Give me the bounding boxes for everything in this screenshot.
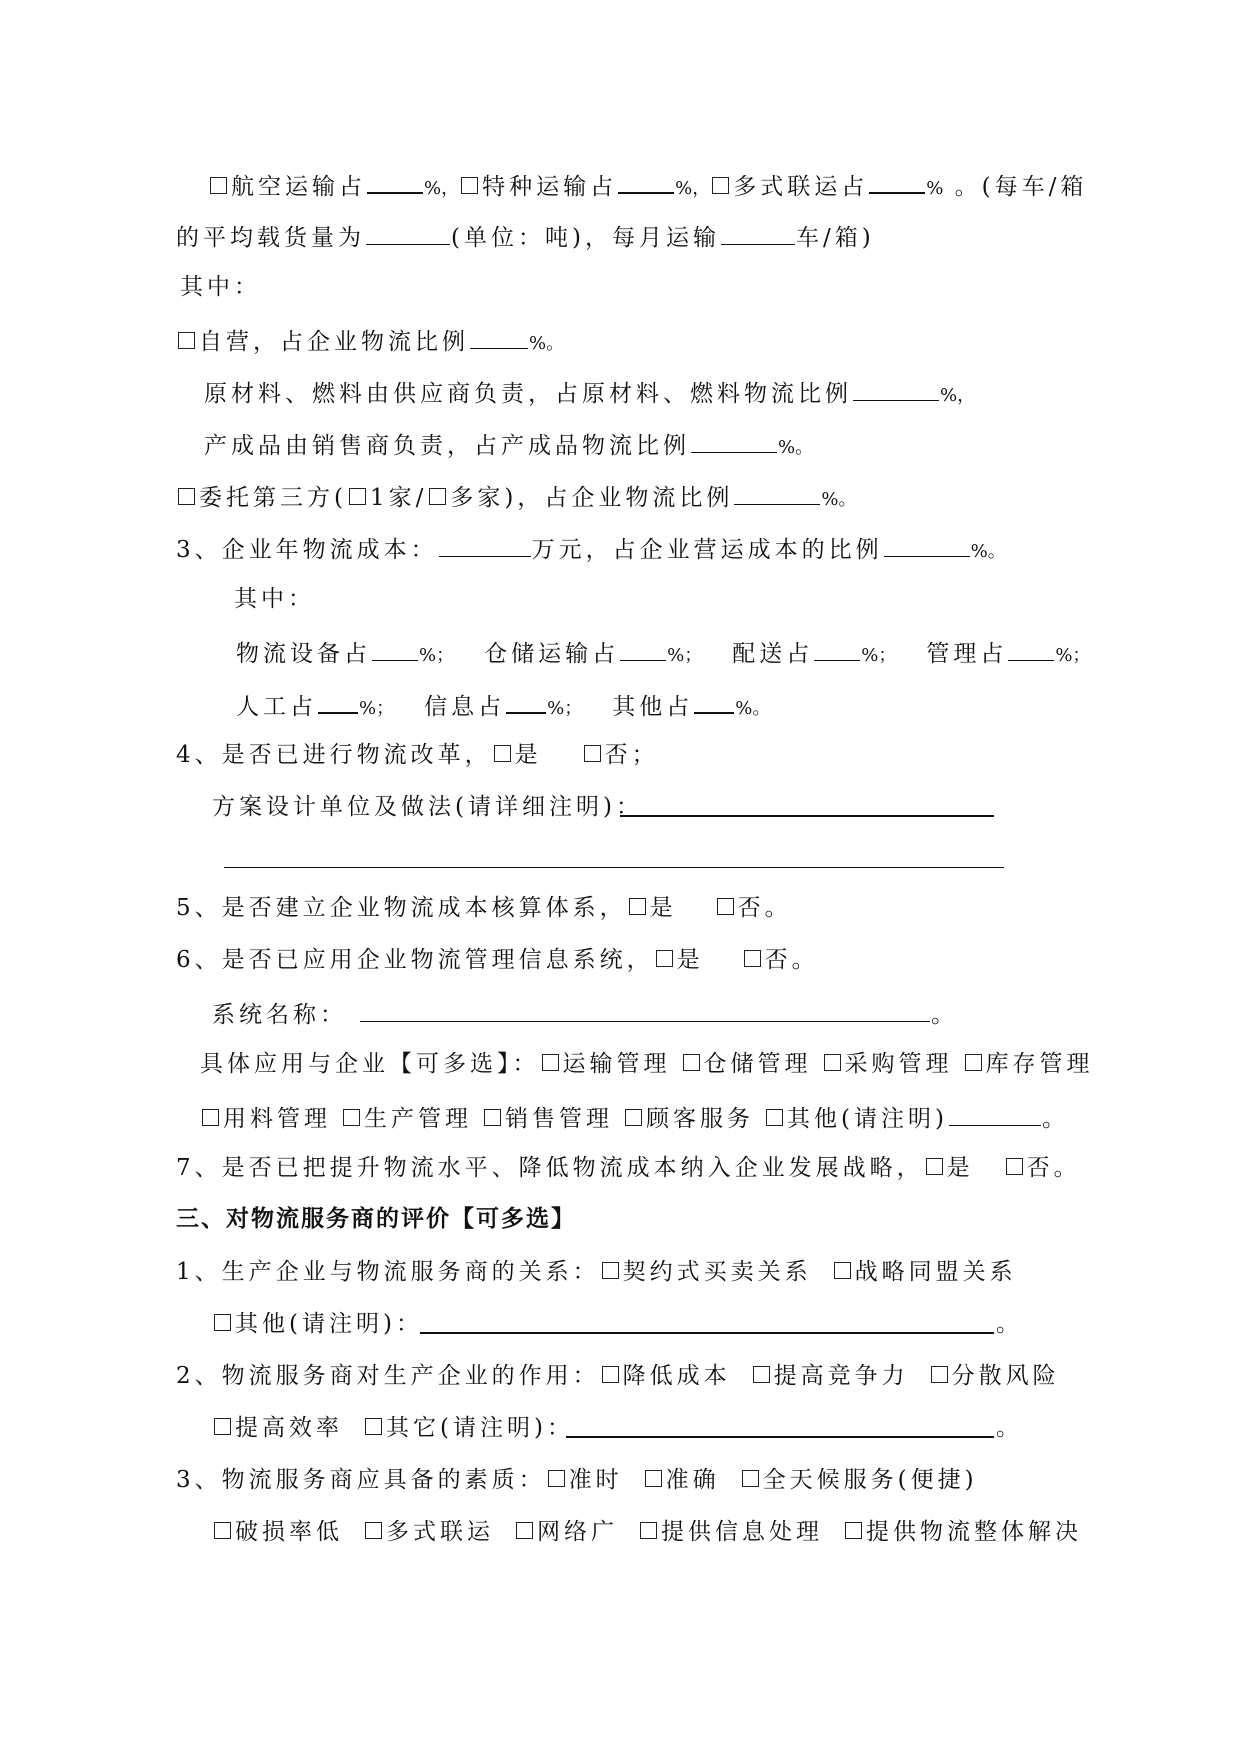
no-label: 否。 <box>764 947 819 973</box>
procurement-management-label: 采购管理 <box>844 1051 953 1077</box>
cost-accounting-question <box>176 893 792 923</box>
third-party-label: 委托第三方( <box>199 485 347 511</box>
raw-material-label: 原材料、燃料由供应商负责，占原材料、燃料物流比例 <box>204 381 852 407</box>
average-load-blank[interactable] <box>366 220 450 245</box>
checkbox-info-system-yes[interactable] <box>656 950 673 967</box>
other-share-label: 其他占 <box>612 694 694 720</box>
checkbox-other-application[interactable] <box>766 1109 783 1126</box>
reform-question-label: 4、是否已进行物流改革， <box>176 742 492 768</box>
yes-label: 是 <box>514 742 542 768</box>
role-other-line <box>212 1413 574 1443</box>
applications-line-1 <box>200 1049 1094 1079</box>
multimodal-transport-blank[interactable] <box>869 168 925 194</box>
management-share-blank[interactable] <box>1008 636 1054 661</box>
information-share-label: 信息占 <box>424 694 506 720</box>
percent-sign: %。 <box>529 333 565 354</box>
percent-sign: %； <box>359 698 395 719</box>
self-operated-line <box>176 324 564 359</box>
role-other-label: 其它(请注明)： <box>386 1415 574 1441</box>
checkbox-inventory-management[interactable] <box>965 1054 982 1071</box>
period: 。 <box>996 1311 1023 1337</box>
checkbox-overall-solution[interactable] <box>845 1522 862 1539</box>
period: 。 <box>996 1415 1023 1441</box>
info-system-label: 6、是否已应用企业物流管理信息系统， <box>176 947 654 973</box>
transport-share-line <box>208 168 1087 204</box>
contract-relationship-label: 契约式买卖关系 <box>622 1259 812 1285</box>
air-transport-blank[interactable] <box>367 168 423 194</box>
checkbox-sales-management[interactable] <box>484 1109 501 1126</box>
wide-network-label: 网络广 <box>537 1519 618 1545</box>
checkbox-info-system-no[interactable] <box>744 950 761 967</box>
equipment-share-blank[interactable] <box>372 636 418 661</box>
production-management-label: 生产管理 <box>364 1106 472 1132</box>
cost-breakdown-line-1 <box>236 636 1090 671</box>
role-other-blank[interactable] <box>566 1436 994 1438</box>
percent-sign: % <box>926 178 944 199</box>
period: 。 <box>931 1002 958 1028</box>
relationship-question <box>176 1257 1017 1287</box>
percent-sign: %； <box>667 645 703 666</box>
third-party-line <box>176 480 856 515</box>
checkbox-strategy-yes[interactable] <box>926 1158 943 1175</box>
labor-share-blank[interactable] <box>318 688 358 714</box>
development-strategy-label: 7、是否已把提升物流水平、降低物流成本纳入企业发展战略， <box>176 1155 924 1181</box>
checkbox-strategy-no[interactable] <box>1006 1158 1023 1175</box>
logistics-cost-line <box>176 532 1006 567</box>
yes-label: 是 <box>649 895 677 921</box>
applications-label: 具体应用与企业【可多选】： <box>200 1051 540 1077</box>
checkbox-self-operated[interactable] <box>178 332 195 349</box>
strategic-alliance-label: 战略同盟关系 <box>854 1259 1017 1285</box>
accurate-label: 准确 <box>665 1467 720 1493</box>
load-note-start: 。(每车/箱 <box>943 174 1088 200</box>
no-label: 否； <box>604 742 659 768</box>
period: 。 <box>1041 1106 1069 1132</box>
multimodal-transport-label: 多式联运占 <box>733 174 869 200</box>
relationship-other-label: 其他(请注明)： <box>235 1311 423 1337</box>
system-name-label: 系统名称： <box>212 1002 347 1028</box>
checkbox-improve-efficiency[interactable] <box>214 1418 231 1435</box>
relationship-other-line <box>212 1309 423 1339</box>
percent-sign: %， <box>424 178 460 199</box>
checkbox-low-damage[interactable] <box>214 1522 231 1539</box>
logistics-reform-question <box>176 740 659 770</box>
unit-monthly-label: (单位：吨)，每月运输 <box>451 225 720 251</box>
cost-accounting-label: 5、是否建立企业物流成本核算体系， <box>176 895 627 921</box>
special-transport-label: 特种运输占 <box>482 174 618 200</box>
no-label: 否。 <box>1026 1155 1081 1181</box>
low-damage-label: 破损率低 <box>235 1519 343 1545</box>
logistics-cost-label: 3、企业年物流成本： <box>176 537 438 563</box>
development-strategy-question <box>176 1153 1081 1183</box>
checkbox-cost-accounting-no[interactable] <box>717 898 734 915</box>
average-load-label: 的平均载货量为 <box>176 225 365 251</box>
checkbox-air-transport[interactable] <box>210 177 227 194</box>
role-question <box>176 1361 1060 1391</box>
percent-sign: %； <box>419 645 455 666</box>
percent-sign: %， <box>940 385 976 406</box>
checkbox-third-party[interactable] <box>178 488 195 505</box>
checkbox-cost-accounting-yes[interactable] <box>629 898 646 915</box>
checkbox-accurate[interactable] <box>645 1470 662 1487</box>
storage-transport-share-label: 仓储运输占 <box>484 641 620 667</box>
self-operated-label: 自营，占企业物流比例 <box>199 329 469 355</box>
reduce-cost-label: 降低成本 <box>622 1363 731 1389</box>
checkbox-contract-relationship[interactable] <box>602 1262 619 1279</box>
reform-plan-blank-continued[interactable] <box>224 867 1004 868</box>
other-application-label: 其他(请注明) <box>787 1106 948 1132</box>
checkbox-strategic-alliance[interactable] <box>834 1262 851 1279</box>
checkbox-warehouse-management[interactable] <box>683 1054 700 1071</box>
checkbox-competitiveness[interactable] <box>753 1366 770 1383</box>
yes-label: 是 <box>676 947 704 973</box>
qualities-options-line <box>212 1517 1082 1547</box>
checkbox-multiple-companies[interactable] <box>429 488 446 505</box>
checkbox-procurement-management[interactable] <box>824 1054 841 1071</box>
system-name-blank[interactable] <box>360 997 930 1022</box>
delivery-share-blank[interactable] <box>814 636 860 661</box>
no-label: 否。 <box>737 895 792 921</box>
info-system-question <box>176 945 819 975</box>
average-load-line <box>176 220 875 253</box>
improve-efficiency-label: 提高效率 <box>235 1415 343 1441</box>
cost-breakdown-line-2 <box>236 688 770 724</box>
all-weather-service-label: 全天候服务(便捷) <box>762 1467 978 1493</box>
storage-transport-share-blank[interactable] <box>620 636 666 661</box>
warehouse-management-label: 仓储管理 <box>703 1051 812 1077</box>
checkbox-reduce-cost[interactable] <box>602 1366 619 1383</box>
sales-management-label: 销售管理 <box>505 1106 613 1132</box>
other-share-blank[interactable] <box>694 688 734 714</box>
reform-plan-label: 方案设计单位及做法(请详细注明)： <box>212 794 643 820</box>
multiple-companies-label: 多家)，占企业物流比例 <box>450 485 734 511</box>
one-company-label: 1家/ <box>369 485 428 511</box>
checkbox-relationship-other[interactable] <box>214 1314 231 1331</box>
relationship-label: 1、生产企业与物流服务商的关系： <box>176 1259 600 1285</box>
inventory-management-label: 库存管理 <box>985 1051 1094 1077</box>
among-which-label: 其中： <box>234 586 315 612</box>
checkbox-special-transport[interactable] <box>461 177 478 194</box>
applications-line-2 <box>200 1101 1069 1134</box>
info-processing-label: 提供信息处理 <box>661 1519 823 1545</box>
third-party-ratio-blank[interactable] <box>734 480 820 505</box>
labor-share-label: 人工占 <box>236 694 317 720</box>
checkbox-on-time[interactable] <box>548 1470 565 1487</box>
finished-product-label: 产成品由销售商负责，占产成品物流比例 <box>204 433 690 459</box>
other-application-blank[interactable] <box>949 1101 1041 1126</box>
percent-sign: %； <box>861 645 897 666</box>
monthly-transport-blank[interactable] <box>721 220 795 245</box>
checkbox-customer-service[interactable] <box>625 1109 642 1126</box>
section-3-heading: 三、对物流服务商的评价【可多选】 <box>176 1206 576 1232</box>
checkbox-reform-no[interactable] <box>584 745 601 762</box>
reform-plan-blank[interactable] <box>620 815 994 817</box>
cost-ratio-label: 万元，占企业营运成本的比例 <box>531 537 883 563</box>
percent-sign: %， <box>675 178 711 199</box>
logistics-cost-blank[interactable] <box>439 532 531 557</box>
percent-sign: %。 <box>821 489 857 510</box>
checkbox-transport-management[interactable] <box>542 1054 559 1071</box>
checkbox-info-processing[interactable] <box>640 1522 657 1539</box>
transport-management-label: 运输管理 <box>562 1051 671 1077</box>
delivery-share-label: 配送占 <box>732 641 814 667</box>
management-share-label: 管理占 <box>926 641 1008 667</box>
percent-sign: %。 <box>778 437 814 458</box>
percent-sign: %； <box>547 698 583 719</box>
cost-ratio-blank[interactable] <box>884 532 970 557</box>
percent-sign: %。 <box>735 698 771 719</box>
yes-label: 是 <box>946 1155 974 1181</box>
self-operated-ratio-blank[interactable] <box>470 324 528 349</box>
checkbox-all-weather-service[interactable] <box>742 1470 759 1487</box>
checkbox-role-other[interactable] <box>365 1418 382 1435</box>
material-management-label: 用料管理 <box>223 1106 331 1132</box>
checkbox-production-management[interactable] <box>343 1109 360 1126</box>
raw-material-ratio-blank[interactable] <box>853 376 939 401</box>
checkbox-wide-network[interactable] <box>516 1522 533 1539</box>
reform-plan-line <box>212 792 643 822</box>
among-which-label: 其中： <box>180 274 261 300</box>
checkbox-spread-risk[interactable] <box>931 1366 948 1383</box>
system-name-line <box>212 997 958 1030</box>
vehicle-box-label: 车/箱) <box>795 225 875 251</box>
multimodal-label: 多式联运 <box>386 1519 494 1545</box>
qualities-label: 3、物流服务商应具备的素质： <box>176 1467 546 1493</box>
spread-risk-label: 分散风险 <box>951 1363 1060 1389</box>
percent-sign: %； <box>1055 645 1091 666</box>
finished-product-line <box>204 428 813 463</box>
equipment-share-label: 物流设备占 <box>236 641 371 667</box>
checkbox-multimodal[interactable] <box>365 1522 382 1539</box>
finished-product-ratio-blank[interactable] <box>691 428 777 453</box>
special-transport-blank[interactable] <box>618 168 674 194</box>
checkbox-material-management[interactable] <box>202 1109 219 1126</box>
competitiveness-label: 提高竞争力 <box>773 1363 909 1389</box>
air-transport-label: 航空运输占 <box>231 174 366 200</box>
checkbox-multimodal-transport[interactable] <box>712 177 729 194</box>
customer-service-label: 顾客服务 <box>646 1106 754 1132</box>
checkbox-reform-yes[interactable] <box>494 745 511 762</box>
information-share-blank[interactable] <box>506 688 546 714</box>
overall-solution-label: 提供物流整体解决 <box>866 1519 1082 1545</box>
role-label: 2、物流服务商对生产企业的作用： <box>176 1363 600 1389</box>
percent-sign: %。 <box>970 541 1006 562</box>
raw-material-line <box>204 376 975 411</box>
checkbox-one-company[interactable] <box>349 488 366 505</box>
on-time-label: 准时 <box>568 1467 623 1493</box>
qualities-question <box>176 1465 978 1495</box>
relationship-other-blank[interactable] <box>420 1332 994 1334</box>
